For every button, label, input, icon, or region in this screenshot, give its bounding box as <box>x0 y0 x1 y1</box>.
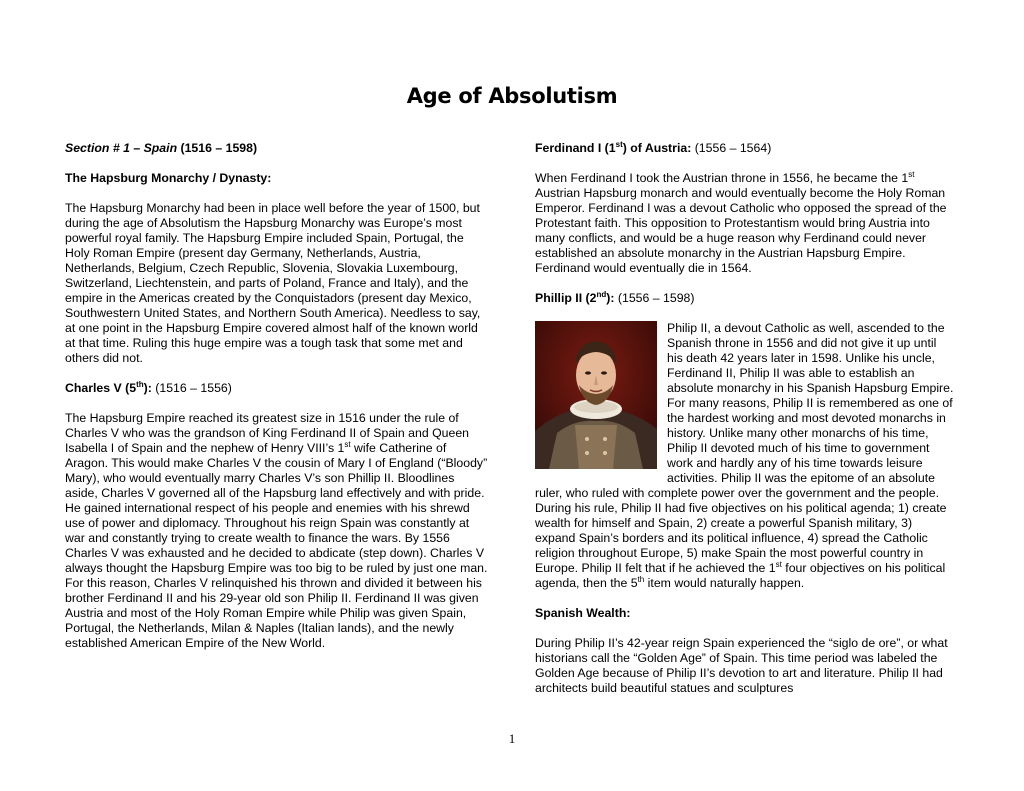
section-label: Section # 1 – Spain <box>65 141 178 155</box>
charles-text-2: wife Catherine of Aragon. This would make Charles V the cousin of Mary I of England (“Bloody” Mary), who would eventually marry Charles V’s son Phillip II. Bloodlines aside, Charles V governed all of the Hapsburg land effectively and with pride. He gained international respect of his people and enemies with his shrewd use of power and diplomacy. Throughout his reign Spain was constantly at war and constantly trying to create wealth to finance the wars. By 1556 Charles V was exhausted and he decided to abdicate (step down). Charles V always thought the Hapsburg Empire was too big to be ruled by just one man. For this reason, Charles V relinquished his thrown and divided it between his brother Ferdinand II and his 29-year old son Philip II. Ferdinand II was given Austria and most of the Holy Roman Empire while Philip was given Spain, Portugal, the Netherlands, Milan & Naples (Italian lands), and the newly established American Empire of the New World. <box>65 441 488 650</box>
monarchy-paragraph: The Hapsburg Monarchy had been in place well before the year of 1500, but during the age of Absolutism the Hapsburg Monarchy was Europe’s most powerful royal family. The Hapsburg Empire included Spain, Portugal, the Holy Roman Empire (present day Germany, Netherlands, Austria, Netherlands, Belgium, Czech Republic, Slovenia, Slovakia Luxembourg, Switzerland, Liechtenstein, and parts of Poland, France and Italy), and the empire in the Americas created by the Conquistadors (present day Mexico, Southwestern United States, and Northern South America). Needless to say, at one point in the Hapsburg Empire covered almost half of the known world at that time. Ruling this huge empire was a tough task that some met and others did not. <box>65 201 481 365</box>
phillip-text-3: item would naturally happen. <box>644 576 805 590</box>
monarchy-heading: The Hapsburg Monarchy / Dynasty: <box>65 171 272 185</box>
ferdinand-of: ) of Austria: <box>622 141 692 155</box>
ferdinand-heading <box>535 141 955 156</box>
phillip-paragraph <box>535 321 955 591</box>
phillip-dates: (1556 – 1598) <box>614 291 695 305</box>
phillip-text-2: four objectives on his political agenda, then the 5 <box>535 561 946 590</box>
wealth-paragraph: During Philip II’s 42-year reign Spain experienced the “siglo de ore”, or what historians call the “Golden Age” of Spain. This time period was labeled the Golden Age because of Philip II’s devotion to art and literature. Philip II had architects build beautiful statues and sculptures <box>535 636 948 695</box>
philip-ii-portrait <box>535 321 657 469</box>
phillip-text-sup2: th <box>637 574 645 584</box>
charles-text-1: The Hapsburg Empire reached its greatest size in 1516 under the rule of Charles V who was the grandson of King Ferdinand II of Spain and Queen Isabella I of Spain and the nephew of Henry VIII’s 1 <box>65 411 470 455</box>
charles-dates: (1516 – 1556) <box>151 381 232 395</box>
phillip-name: Phillip II (2 <box>535 291 597 305</box>
phillip-sup: nd <box>596 289 607 299</box>
charles-text-sup: st <box>344 439 351 449</box>
ferdinand-sup: st <box>615 139 623 149</box>
charles-colon: ): <box>143 381 152 395</box>
charles-paragraph <box>65 411 490 651</box>
right-column <box>535 141 955 711</box>
left-column <box>65 141 490 666</box>
page-number: 1 <box>508 731 516 746</box>
phillip-colon: ): <box>606 291 615 305</box>
ferdinand-text-2: Austrian Hapsburg monarch and would eventually become the Holy Roman Emperor. Ferdinand I was a devout Catholic who opposed the spread of the Protestant faith. This opposition to Protestantism would bring Austria into many conflicts, and would be a huge reason why Ferdinand could never established an absolute monarchy in the Austrian Hapsburg Empire. Ferdinand would eventually die in 1564. <box>535 186 947 275</box>
page-title: Age of Absolutism <box>406 84 618 108</box>
phillip-text-sup1: st <box>775 559 782 569</box>
ferdinand-text-1: When Ferdinand I took the Austrian throne in 1556, he became the 1 <box>535 171 909 185</box>
phillip-heading <box>535 291 955 306</box>
section-dates: (1516 – 1598) <box>177 141 258 155</box>
charles-name: Charles V (5 <box>65 381 137 395</box>
ferdinand-dates: (1556 – 1564) <box>691 141 772 155</box>
phillip-text-1: Philip II, a devout Catholic as well, ascended to the Spanish throne in 1556 and did not give it up until his death 42 years later in 1598. Unlike his uncle, Ferdinand II, Philip II was able to establish an absolute monarchy in his Spanish Hapsburg Empire. For many reasons, Philip II is remembered as one of the hardest working and most devoted monarchs in history. Unlike many other monarchs of his time, Philip II devoted much of his time to government work and hardly any of his time towards leisure activities. Philip II was the epitome of an absolute ruler, who ruled with complete power over the government and the people. During his rule, Philip II had five objectives on his political agenda; 1) create wealth for himself and Spain, 2) create a powerful Spanish military, 3) expand Spain’s borders and its political influence, 4) spread the Catholic religion throughout Europe, 5) make Spain the most powerful country in Europe. Philip II felt that if he achieved the 1 <box>535 321 954 575</box>
charles-heading <box>65 381 490 396</box>
ferdinand-text-sup: st <box>908 169 915 179</box>
section-heading <box>65 141 490 156</box>
ferdinand-name: Ferdinand I (1 <box>535 141 616 155</box>
wealth-heading: Spanish Wealth: <box>535 606 631 620</box>
charles-sup: th <box>136 379 144 389</box>
ferdinand-paragraph <box>535 171 955 276</box>
